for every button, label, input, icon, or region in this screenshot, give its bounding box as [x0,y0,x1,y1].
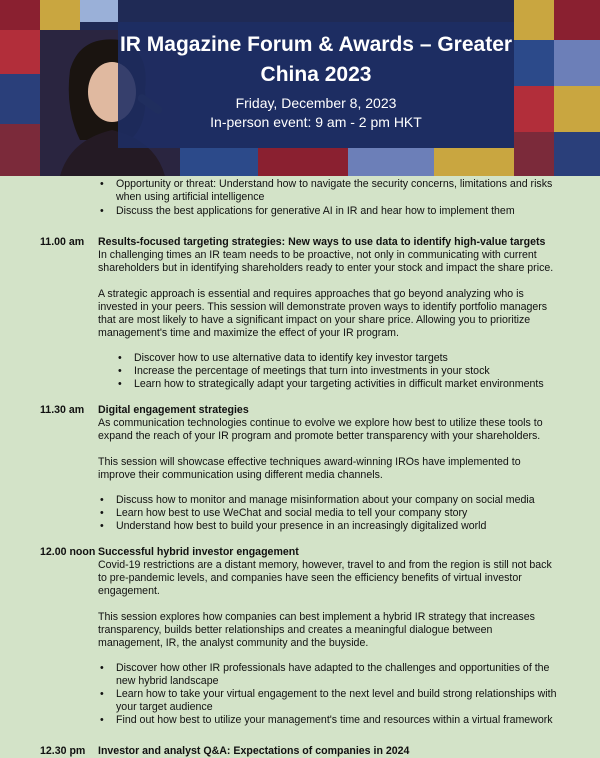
list-item: • Discover how to use alternative data to identify key investor targets [134,352,560,365]
list-item: • Discuss the best applications for generative AI in IR and hear how to implement them [116,205,556,218]
session-paragraph: This session will showcase effective techniques award-winning IROs have implemented to improve their communication using different media channels. [98,456,521,481]
decor-square [554,40,600,86]
agenda-session [0,546,600,727]
decor-square [554,0,600,40]
event-banner [0,0,600,176]
decor-square [514,0,554,40]
decor-square [0,74,40,124]
decor-square [258,148,348,176]
decor-square [80,0,118,22]
session-title: Digital engagement strategies [98,404,249,416]
event-title: IR Magazine Forum & Awards – Greater China 2023 [119,33,513,86]
list-item: • Discover how other IR professionals have adapted to the challenges and opportunities of the new hybrid landscape [116,662,560,688]
decor-square [0,30,40,74]
session-paragraph: As communication technologies continue to evolve we explore how best to utilize these tools to expand the reach of your IR program and promote better transparency with your shareholders. [98,417,543,442]
list-item: • Understand how best to build your presence in an increasingly digitalized world [116,520,560,533]
session-title: Investor and analyst Q&A: Expectations of companies in 2024 [98,745,410,757]
list-item: • Learn how to take your virtual engagement to the next level and build strong relationships with your target audience [116,688,560,714]
session-paragraph: Covid-19 restrictions are a distant memory, however, travel to and from the region is still not back to pre-pandemic levels, and companies have seen the efficiency benefits of virtual investor engagement. [98,559,552,597]
list-item: • Discuss how to monitor and manage misinformation about your company on social media [116,494,560,507]
decor-square [554,86,600,132]
decor-square [554,132,600,176]
agenda-session [0,236,600,391]
list-item: • Learn how best to use WeChat and social media to tell your company story [116,507,560,520]
decor-square [514,40,554,86]
list-item: • Find out how best to utilize your management's time and resources within a virtual framework [116,714,560,727]
agenda-session [0,745,600,758]
list-item: • Opportunity or threat: Understand how to navigate the security concerns, limitations and risks when using artificial intelligence [116,178,556,204]
decor-square [178,148,258,176]
decor-square [348,148,434,176]
session-time: 12.30 pm [40,745,86,757]
agenda-session [0,404,600,533]
session-bullet-list [116,662,560,727]
decor-square [0,124,40,176]
session-time: 11.00 am [40,236,85,248]
session-paragraph: In challenging times an IR team needs to be proactive, not only in communicating with current shareholders but in identifying shareholders ready to enter your stock and impact the share price. [98,249,554,274]
decor-square [0,0,40,30]
intro-bullet-list [116,178,556,218]
session-title: Results-focused targeting strategies: New ways to use data to identify high-value targets [98,236,546,248]
decor-square [40,0,80,30]
decor-square [434,148,514,176]
title-panel [118,22,514,148]
decor-square [514,132,554,176]
event-date: Friday, December 8, 2023 [235,95,397,111]
list-item: • Learn how to strategically adapt your targeting activities in difficult market environments [134,378,560,391]
session-time: 11.30 am [40,404,85,416]
agenda [0,178,600,758]
session-bullet-list [116,494,560,533]
session-paragraph: A strategic approach is essential and requires approaches that go beyond analyzing who is invested in your peers. This session will demonstrate proven ways to identify portfolio managers that are most likely to have a significant impact on your share price. Allowing you to prioritize management's time and maximize the effect of your IR program. [98,288,548,339]
session-paragraph: This session explores how companies can best implement a hybrid IR strategy that increases transparency, builds better relationships and creates a meaningful dialogue between management, IR, the analyst community and the buyside. [98,611,535,649]
list-item: • Increase the percentage of meetings that turn into investments in your stock [134,365,560,378]
session-time: 12.00 noon [40,546,96,558]
session-bullet-list [134,352,560,391]
decor-square [514,86,554,132]
event-time: In-person event: 9 am - 2 pm HKT [210,114,422,130]
session-title: Successful hybrid investor engagement [98,546,299,558]
